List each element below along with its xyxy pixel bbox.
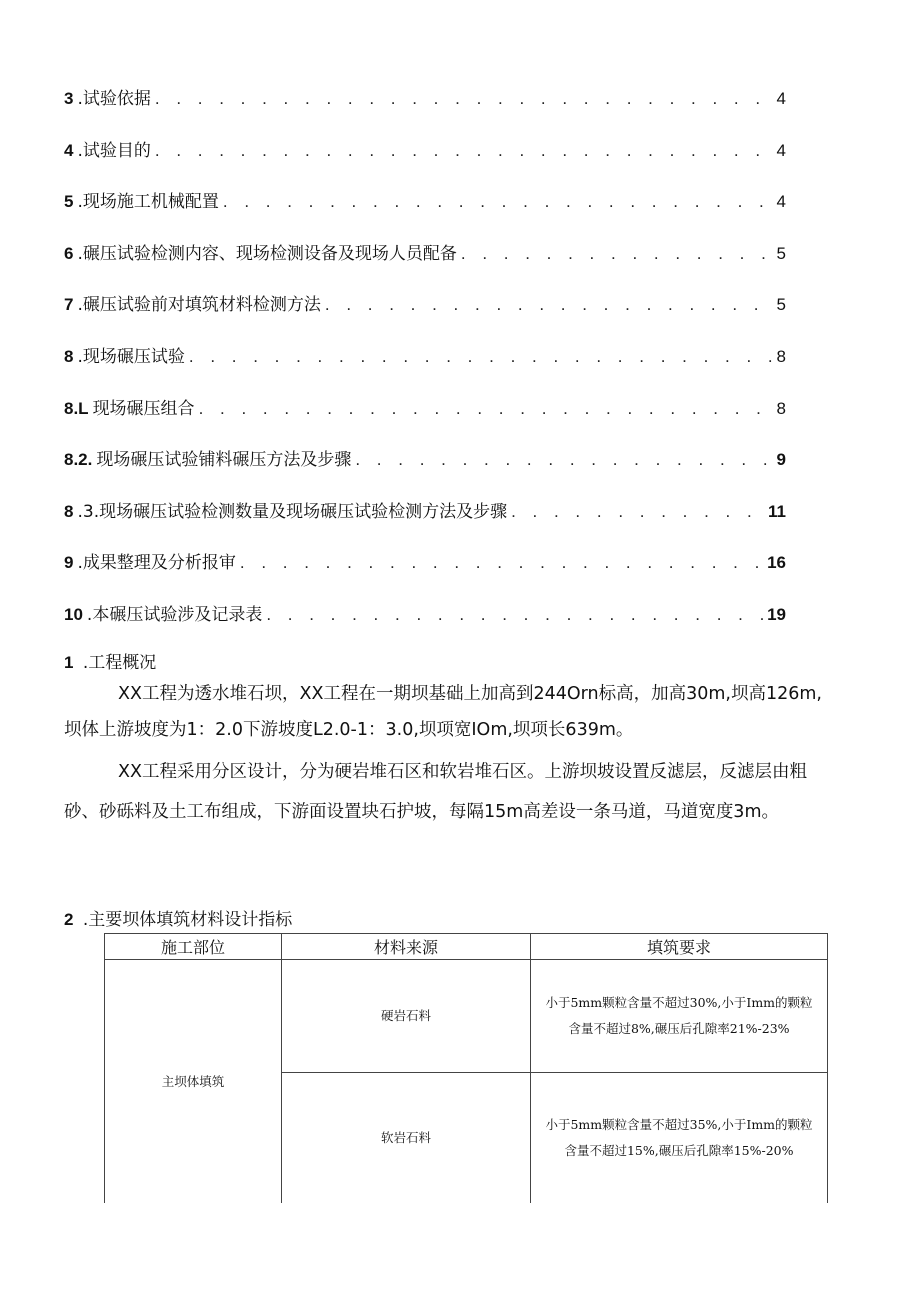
toc-entry-title: .现场施工机械配置 [77,192,219,213]
toc-leader-dots [266,605,763,625]
toc-leader-dots [223,192,773,212]
toc-entry-number: 5 [64,192,74,212]
toc-entry-number: 6 [64,243,74,263]
fill-requirement-cell: 小于5mm颗粒含量不超过30%,小于Imm的颗粒含量不超过8%,碾压后孔隙率21%-23% [531,960,828,1073]
toc-entry-page: 9 [776,450,786,470]
section-number: 2 [64,910,74,929]
toc-entry-number: 4 [64,140,74,160]
section-title: .主要坝体填筑材料设计指标 [82,910,293,930]
material-source-cell: 软岩石料 [282,1073,531,1204]
toc-entry-page: 11 [768,501,786,521]
toc-entry[interactable] [64,136,786,188]
table-row [105,960,828,1073]
toc-entry-title: .碾压试验前对填筑材料检测方法 [77,295,321,316]
paragraph-text: XX工程为透水堆石坝，XX工程在一期坝基础上加高到244Orn标高，加高30m,坝高126m,坝体上游坡度为1：2.0下游坡度L2.0-1：3.0,坝项宽IOm,坝项长639m。 [64,684,822,740]
toc-entry-title: .试验依据 [77,89,151,109]
toc-entry[interactable] [64,239,786,291]
table-header-cell: 施工部位 [105,934,282,960]
material-spec-table [104,933,828,1203]
toc-entry[interactable] [64,342,786,394]
toc-entry-title: .现场碾压试验 [77,346,185,367]
toc-entry-title: .本碾压试验涉及记录表 [86,604,263,625]
toc-entry-number: 8 [64,501,74,521]
toc-leader-dots [199,399,773,419]
toc-entry[interactable] [64,445,786,497]
toc-entry-title: .3.现场碾压试验检测数量及现场碾压试验检测方法及步骤 [77,501,508,522]
toc-leader-dots [355,450,772,470]
toc-entry-title: .碾压试验检测内容、现场检测设备及现场人员配备 [77,243,457,264]
toc-entry[interactable] [64,548,786,600]
toc-entry-title: .成果整理及分析报审 [77,553,236,574]
toc-entry-title: 现场碾压组合 [92,398,195,419]
toc-entry-page: 8 [776,346,786,366]
toc-entry-number: 7 [64,295,74,315]
toc-entry-page: 19 [767,604,786,624]
table-header-row [105,934,828,960]
toc-entry-number: 10 [64,604,83,624]
toc-entry[interactable] [64,84,786,136]
section-title: .工程概况 [82,653,157,673]
toc-leader-dots [511,502,764,522]
section-number: 1 [64,653,74,672]
overview-paragraph-2 [64,752,834,832]
paragraph-text: XX工程采用分区设计，分为硬岩堆石区和软岩堆石区。上游坝坡设置反滤层，反滤层由粗砂、砂砾料及土工布组成，下游面设置块石护坡，每隔15m高差设一条马道，马道宽度3m。 [64,762,807,822]
toc-entry-page: 8 [776,398,786,418]
toc-entry-page: 4 [776,140,786,160]
toc-entry-number: 8.2. [64,450,93,470]
toc-leader-dots [325,295,773,315]
toc-entry-title: 现场碾压试验铺料碾压方法及步骤 [96,450,352,471]
toc-entry-page: 5 [776,243,786,263]
section-heading-design-indices [64,905,292,930]
toc-entry-title: .试验目的 [77,140,151,161]
toc-leader-dots [155,89,773,109]
toc-leader-dots [189,347,773,367]
toc-leader-dots [461,244,773,264]
toc-entry[interactable] [64,394,786,446]
toc-entry-number: 9 [64,553,74,573]
material-source-cell: 硬岩石料 [282,960,531,1073]
toc-entry-number: 8 [64,346,74,366]
overview-paragraph-1 [64,676,834,748]
toc-entry[interactable] [64,497,786,549]
toc-entry-page: 4 [776,89,786,108]
toc-entry-number: 8.L [64,398,89,418]
toc-entry-page: 16 [767,553,786,573]
toc-entry[interactable] [64,290,786,342]
table-of-contents [64,84,786,652]
toc-entry-page: 4 [776,192,786,212]
table-header-cell: 材料来源 [282,934,531,960]
fill-requirement-cell: 小于5mm颗粒含量不超过35%,小于Imm的颗粒含量不超过15%,碾压后孔隙率15%-20% [531,1073,828,1204]
construction-part-cell: 主坝体填筑 [105,960,282,1204]
toc-entry[interactable] [64,600,786,652]
toc-leader-dots [155,141,773,161]
toc-entry-number: 3 [64,89,74,108]
toc-leader-dots [240,553,763,573]
toc-entry[interactable] [64,187,786,239]
toc-entry-page: 5 [776,295,786,315]
section-heading-overview [64,648,156,673]
table-header-cell: 填筑要求 [531,934,828,960]
